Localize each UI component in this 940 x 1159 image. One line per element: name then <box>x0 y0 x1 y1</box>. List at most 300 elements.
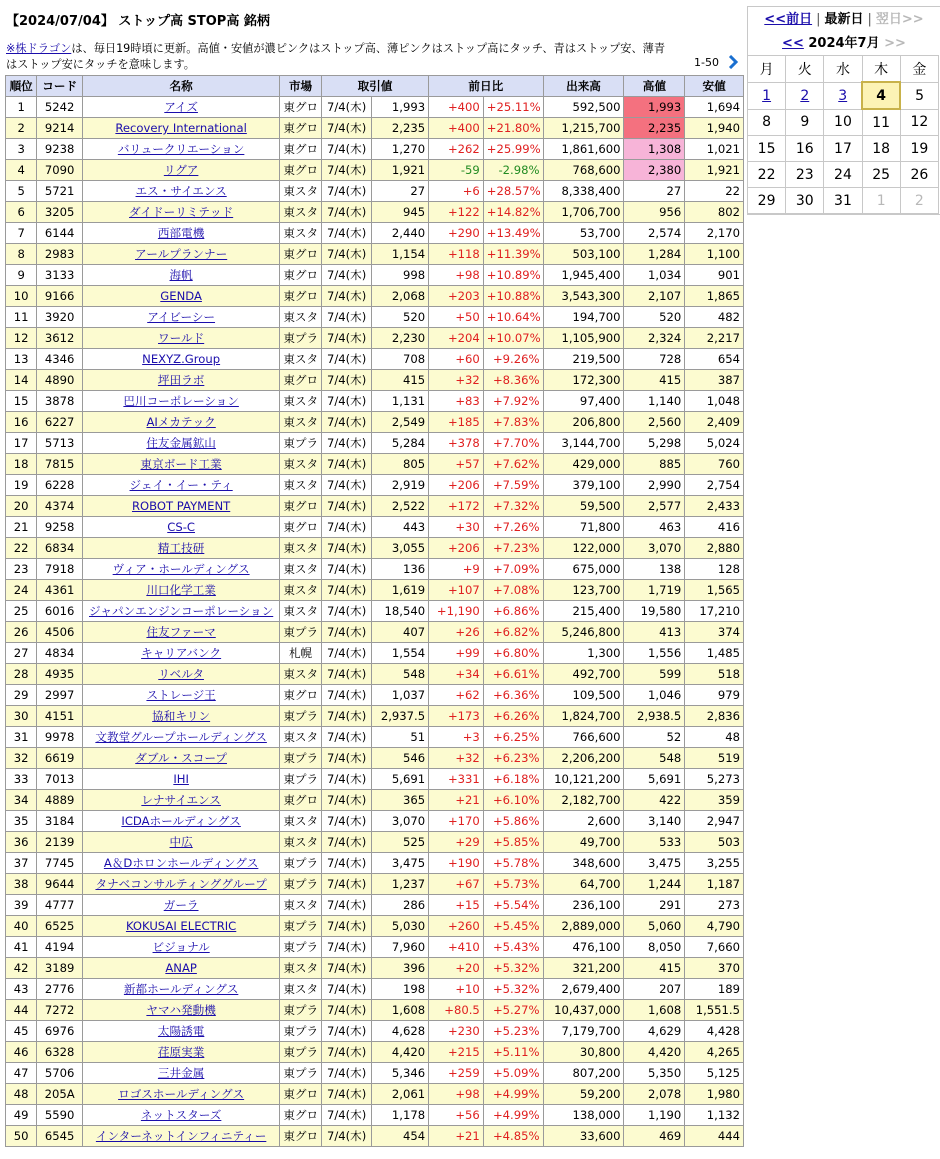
market-cell: 東プラ <box>280 937 322 958</box>
table-row <box>6 139 744 160</box>
change-cell: +9 <box>429 559 484 580</box>
change-cell: +29 <box>429 832 484 853</box>
table-row <box>6 853 744 874</box>
calendar-day-link[interactable]: 3 <box>824 82 862 109</box>
volume-cell: 59,500 <box>543 496 624 517</box>
stock-name-link[interactable]: ビジョナル <box>152 940 210 954</box>
code-cell: 5242 <box>37 97 83 118</box>
pct-cell: +5.78% <box>483 853 543 874</box>
market-cell: 東スタ <box>280 391 322 412</box>
price-cell: 365 <box>372 790 429 811</box>
table-row <box>6 433 744 454</box>
name-cell <box>82 517 279 538</box>
pct-cell: +5.86% <box>483 811 543 832</box>
price-cell: 51 <box>372 727 429 748</box>
table-row <box>6 811 744 832</box>
volume-cell: 109,500 <box>543 685 624 706</box>
stock-name-link[interactable]: 協和キリン <box>152 709 211 723</box>
stock-name-link[interactable]: NEXYZ.Group <box>142 352 221 366</box>
calendar-day: 12 <box>900 109 938 136</box>
price-cell: 286 <box>372 895 429 916</box>
table-row <box>6 118 744 139</box>
pct-cell: +10.07% <box>483 328 543 349</box>
volume-cell: 97,400 <box>543 391 624 412</box>
price-cell: 548 <box>372 664 429 685</box>
price-cell: 3,475 <box>372 853 429 874</box>
pct-cell: +4.85% <box>483 1126 543 1147</box>
stock-name-link[interactable]: エス・サイエンス <box>135 184 227 198</box>
high-cell: 533 <box>624 832 685 853</box>
stock-name-link[interactable]: 住友ファーマ <box>146 625 216 639</box>
rank-cell: 50 <box>6 1126 37 1147</box>
low-cell: 519 <box>685 748 744 769</box>
market-cell: 東スタ <box>280 307 322 328</box>
high-cell: 27 <box>624 181 685 202</box>
date-cell: 7/4(木) <box>321 706 372 727</box>
name-cell <box>82 118 279 139</box>
calendar-day-other-month: 1 <box>862 188 900 214</box>
high-cell: 52 <box>624 727 685 748</box>
code-cell: 7090 <box>37 160 83 181</box>
rank-cell: 23 <box>6 559 37 580</box>
market-cell: 東プラ <box>280 916 322 937</box>
table-row <box>6 622 744 643</box>
rank-cell: 30 <box>6 706 37 727</box>
change-cell: +190 <box>429 853 484 874</box>
pct-cell: +5.73% <box>483 874 543 895</box>
stock-name-link[interactable]: レナサイエンス <box>141 793 221 807</box>
volume-cell: 172,300 <box>543 370 624 391</box>
col-high: 高値 <box>624 76 685 97</box>
pct-cell: +6.26% <box>483 706 543 727</box>
market-cell: 東プラ <box>280 1000 322 1021</box>
rank-cell: 11 <box>6 307 37 328</box>
calendar-day: 22 <box>748 162 786 188</box>
name-cell <box>82 706 279 727</box>
stock-name-link[interactable]: 西部電機 <box>157 226 205 240</box>
high-cell: 5,060 <box>624 916 685 937</box>
stock-name-link[interactable]: 太陽誘電 <box>157 1024 205 1038</box>
rank-cell: 41 <box>6 937 37 958</box>
volume-cell: 123,700 <box>543 580 624 601</box>
change-cell: +262 <box>429 139 484 160</box>
market-cell: 東グロ <box>280 496 322 517</box>
name-cell <box>82 622 279 643</box>
low-cell: 2,754 <box>685 475 744 496</box>
calendar-day: 18 <box>862 136 900 162</box>
price-cell: 1,270 <box>372 139 429 160</box>
low-cell: 22 <box>685 181 744 202</box>
stock-name-link[interactable]: CS-C <box>167 520 195 534</box>
rank-cell: 9 <box>6 265 37 286</box>
high-cell: 599 <box>624 664 685 685</box>
volume-cell: 33,600 <box>543 1126 624 1147</box>
low-cell: 760 <box>685 454 744 475</box>
price-cell: 1,608 <box>372 1000 429 1021</box>
stock-name-link[interactable]: 海帆 <box>169 268 193 282</box>
rank-cell: 21 <box>6 517 37 538</box>
pct-cell: +4.99% <box>483 1105 543 1126</box>
calendar-day: 23 <box>786 162 824 188</box>
price-cell: 4,420 <box>372 1042 429 1063</box>
stock-name-link[interactable]: GENDA <box>160 289 202 303</box>
date-cell: 7/4(木) <box>321 1000 372 1021</box>
market-cell: 東グロ <box>280 118 322 139</box>
calendar-week <box>748 109 939 136</box>
calendar-day-link[interactable]: 1 <box>748 82 786 109</box>
high-cell: 1,140 <box>624 391 685 412</box>
stock-name-link[interactable]: 文教堂グループホールディングス <box>95 730 267 744</box>
calendar-week <box>748 136 939 162</box>
stock-name-link[interactable]: ダイドーリミテッド <box>129 205 234 219</box>
date-cell: 7/4(木) <box>321 811 372 832</box>
table-row <box>6 97 744 118</box>
high-cell: 422 <box>624 790 685 811</box>
stock-name-link[interactable]: 坪田ラボ <box>157 373 205 387</box>
stock-name-link[interactable]: ロゴスホールディングス <box>118 1087 245 1101</box>
high-cell: 2,560 <box>624 412 685 433</box>
stock-name-link[interactable]: アイズ <box>164 100 198 114</box>
stock-name-link[interactable]: インターネットインフィニティー <box>95 1129 267 1143</box>
market-cell: 東スタ <box>280 601 322 622</box>
high-cell: 548 <box>624 748 685 769</box>
stock-name-link[interactable]: バリュークリエーション <box>117 142 245 156</box>
name-cell <box>82 454 279 475</box>
table-row <box>6 223 744 244</box>
stock-name-link[interactable]: 荏原実業 <box>157 1045 205 1059</box>
rank-cell: 39 <box>6 895 37 916</box>
nav-separator: | <box>867 12 872 27</box>
calendar-day: 26 <box>900 162 938 188</box>
volume-cell: 476,100 <box>543 937 624 958</box>
high-cell: 291 <box>624 895 685 916</box>
market-cell: 東プラ <box>280 1042 322 1063</box>
name-cell <box>82 748 279 769</box>
code-cell: 2139 <box>37 832 83 853</box>
stock-name-link[interactable]: ワールド <box>158 331 205 345</box>
price-cell: 443 <box>372 517 429 538</box>
table-row <box>6 937 744 958</box>
high-cell: 520 <box>624 307 685 328</box>
date-cell: 7/4(木) <box>321 832 372 853</box>
stock-name-link[interactable]: 新都ホールディングス <box>123 982 239 996</box>
code-cell: 5706 <box>37 1063 83 1084</box>
volume-cell: 768,600 <box>543 160 624 181</box>
high-cell: 2,380 <box>624 160 685 181</box>
code-cell: 6619 <box>37 748 83 769</box>
next-month-link: >> <box>884 36 906 51</box>
change-cell: +122 <box>429 202 484 223</box>
stock-name-link[interactable]: アイビーシー <box>147 310 216 324</box>
rank-cell: 29 <box>6 685 37 706</box>
calendar-day: 15 <box>748 136 786 162</box>
pct-cell: +10.64% <box>483 307 543 328</box>
prev-day-link[interactable]: <<前日 <box>764 12 813 27</box>
stock-name-link[interactable]: 住友金属鉱山 <box>146 436 216 450</box>
rank-cell: 12 <box>6 328 37 349</box>
next-day-link: 翌日>> <box>875 12 924 27</box>
rank-cell: 49 <box>6 1105 37 1126</box>
market-cell: 東スタ <box>280 475 322 496</box>
stock-name-link[interactable]: ネットスターズ <box>140 1108 222 1122</box>
volume-cell: 1,824,700 <box>543 706 624 727</box>
rank-cell: 38 <box>6 874 37 895</box>
stock-name-link[interactable]: ヤマハ発動機 <box>146 1003 216 1017</box>
change-cell: +30 <box>429 517 484 538</box>
code-cell: 3189 <box>37 958 83 979</box>
rank-cell: 16 <box>6 412 37 433</box>
date-cell: 7/4(木) <box>321 307 372 328</box>
price-cell: 2,440 <box>372 223 429 244</box>
stock-name-link[interactable]: ヴィア・ホールディングス <box>112 562 250 576</box>
high-cell: 2,938.5 <box>624 706 685 727</box>
market-cell: 東スタ <box>280 580 322 601</box>
stock-name-link[interactable]: リグア <box>163 163 199 177</box>
volume-cell: 215,400 <box>543 601 624 622</box>
rank-cell: 45 <box>6 1021 37 1042</box>
pct-cell: +6.25% <box>483 727 543 748</box>
name-cell <box>82 265 279 286</box>
volume-cell: 766,600 <box>543 727 624 748</box>
date-cell: 7/4(木) <box>321 223 372 244</box>
name-cell <box>82 349 279 370</box>
table-row <box>6 517 744 538</box>
date-cell: 7/4(木) <box>321 1063 372 1084</box>
volume-cell: 206,800 <box>543 412 624 433</box>
pct-cell: +4.99% <box>483 1084 543 1105</box>
price-cell: 2,937.5 <box>372 706 429 727</box>
market-cell: 東グロ <box>280 244 322 265</box>
code-cell: 4777 <box>37 895 83 916</box>
price-cell: 5,030 <box>372 916 429 937</box>
stock-name-link[interactable]: 巴川コーポレーション <box>123 394 239 408</box>
change-cell: +378 <box>429 433 484 454</box>
stock-name-link[interactable]: タナベコンサルティンググループ <box>95 877 267 891</box>
code-cell: 6016 <box>37 601 83 622</box>
weekday-tue: 火 <box>786 56 824 83</box>
change-cell: +15 <box>429 895 484 916</box>
date-cell: 7/4(木) <box>321 118 372 139</box>
rank-cell: 27 <box>6 643 37 664</box>
market-cell: 東グロ <box>280 370 322 391</box>
high-cell: 207 <box>624 979 685 1000</box>
rank-cell: 17 <box>6 433 37 454</box>
price-cell: 4,628 <box>372 1021 429 1042</box>
prev-month-link[interactable]: << <box>782 36 804 51</box>
market-cell: 東プラ <box>280 853 322 874</box>
name-cell <box>82 1042 279 1063</box>
nav-separator: | <box>816 12 821 27</box>
col-low: 安値 <box>685 76 744 97</box>
market-cell: 東スタ <box>280 958 322 979</box>
rank-cell: 22 <box>6 538 37 559</box>
price-cell: 1,993 <box>372 97 429 118</box>
calendar-day-link[interactable]: 2 <box>786 82 824 109</box>
low-cell: 1,551.5 <box>685 1000 744 1021</box>
market-cell: 東スタ <box>280 832 322 853</box>
stock-name-link[interactable]: AIメカテック <box>146 415 216 429</box>
stock-name-link[interactable]: ガーラ <box>163 898 199 912</box>
change-cell: +1,190 <box>429 601 484 622</box>
high-cell: 4,629 <box>624 1021 685 1042</box>
date-cell: 7/4(木) <box>321 328 372 349</box>
stock-name-link[interactable]: Recovery International <box>115 121 247 135</box>
date-cell: 7/4(木) <box>321 1021 372 1042</box>
col-rank: 順位 <box>6 76 37 97</box>
change-cell: +56 <box>429 1105 484 1126</box>
high-cell: 1,034 <box>624 265 685 286</box>
price-cell: 3,055 <box>372 538 429 559</box>
rank-cell: 8 <box>6 244 37 265</box>
table-row <box>6 895 744 916</box>
calendar-day: 5 <box>900 82 938 109</box>
date-cell: 7/4(木) <box>321 1126 372 1147</box>
code-cell: 6228 <box>37 475 83 496</box>
stock-name-link[interactable]: アールプランナー <box>135 247 228 261</box>
volume-cell: 2,889,000 <box>543 916 624 937</box>
stock-name-link[interactable]: 川口化学工業 <box>146 583 216 597</box>
name-cell <box>82 685 279 706</box>
date-cell: 7/4(木) <box>321 622 372 643</box>
pct-cell: +10.88% <box>483 286 543 307</box>
price-cell: 1,037 <box>372 685 429 706</box>
table-row <box>6 664 744 685</box>
code-cell: 4151 <box>37 706 83 727</box>
table-row <box>6 307 744 328</box>
pct-cell: +5.54% <box>483 895 543 916</box>
price-cell: 27 <box>372 181 429 202</box>
stock-name-link[interactable]: リベルタ <box>158 667 204 681</box>
price-cell: 396 <box>372 958 429 979</box>
price-cell: 198 <box>372 979 429 1000</box>
code-cell: 9644 <box>37 874 83 895</box>
kabu-dragon-link[interactable]: ※株ドラゴン <box>6 42 72 55</box>
stock-name-link[interactable]: キャリアバンク <box>141 646 222 660</box>
chevron-right-icon[interactable] <box>726 55 740 69</box>
calendar-day: 24 <box>824 162 862 188</box>
name-cell <box>82 664 279 685</box>
rank-cell: 32 <box>6 748 37 769</box>
stock-name-link[interactable]: 精工技研 <box>157 541 205 555</box>
rank-cell: 14 <box>6 370 37 391</box>
change-cell: +6 <box>429 181 484 202</box>
name-cell <box>82 1021 279 1042</box>
low-cell: 7,660 <box>685 937 744 958</box>
stock-name-link[interactable]: KOKUSAI ELECTRIC <box>125 919 237 933</box>
table-row <box>6 1105 744 1126</box>
table-row <box>6 706 744 727</box>
stock-name-link[interactable]: 中広 <box>169 835 193 849</box>
change-cell: +98 <box>429 265 484 286</box>
pct-cell: +7.26% <box>483 517 543 538</box>
code-cell: 4834 <box>37 643 83 664</box>
change-cell: +10 <box>429 979 484 1000</box>
change-cell: +206 <box>429 475 484 496</box>
volume-cell: 194,700 <box>543 307 624 328</box>
stock-name-link[interactable]: ストレージ王 <box>146 688 216 702</box>
change-cell: +206 <box>429 538 484 559</box>
name-cell <box>82 832 279 853</box>
volume-cell: 1,105,900 <box>543 328 624 349</box>
name-cell <box>82 811 279 832</box>
stock-name-link[interactable]: ダブル・スコープ <box>135 751 227 765</box>
date-cell: 7/4(木) <box>321 601 372 622</box>
low-cell: 189 <box>685 979 744 1000</box>
pct-cell: +5.27% <box>483 1000 543 1021</box>
low-cell: 654 <box>685 349 744 370</box>
date-cell: 7/4(木) <box>321 454 372 475</box>
stock-name-link[interactable]: ROBOT PAYMENT <box>131 499 231 513</box>
pct-cell: +6.23% <box>483 748 543 769</box>
low-cell: 2,409 <box>685 412 744 433</box>
name-cell <box>82 937 279 958</box>
name-cell <box>82 1105 279 1126</box>
table-row <box>6 328 744 349</box>
low-cell: 2,217 <box>685 328 744 349</box>
name-cell <box>82 769 279 790</box>
stock-name-link[interactable]: IHI <box>173 772 189 786</box>
volume-cell: 219,500 <box>543 349 624 370</box>
stock-name-link[interactable]: 東京ボード工業 <box>140 457 222 471</box>
change-cell: +107 <box>429 580 484 601</box>
code-cell: 5590 <box>37 1105 83 1126</box>
market-cell: 東スタ <box>280 181 322 202</box>
date-cell: 7/4(木) <box>321 790 372 811</box>
high-cell: 1,608 <box>624 1000 685 1021</box>
change-cell: +67 <box>429 874 484 895</box>
high-cell: 2,107 <box>624 286 685 307</box>
date-cell: 7/4(木) <box>321 664 372 685</box>
calendar-week <box>748 162 939 188</box>
date-cell: 7/4(木) <box>321 139 372 160</box>
stock-name-link[interactable]: 三井金属 <box>157 1066 205 1080</box>
change-cell: +62 <box>429 685 484 706</box>
table-row <box>6 874 744 895</box>
stock-name-link[interactable]: ICDAホールディングス <box>121 814 241 828</box>
change-cell: +32 <box>429 370 484 391</box>
name-cell <box>82 727 279 748</box>
pct-cell: +25.99% <box>483 139 543 160</box>
volume-cell: 10,121,200 <box>543 769 624 790</box>
low-cell: 128 <box>685 559 744 580</box>
date-cell: 7/4(木) <box>321 1105 372 1126</box>
code-cell: 6144 <box>37 223 83 244</box>
high-cell: 2,990 <box>624 475 685 496</box>
pct-cell: +6.36% <box>483 685 543 706</box>
name-cell <box>82 790 279 811</box>
pct-cell: +9.26% <box>483 349 543 370</box>
change-cell: +20 <box>429 958 484 979</box>
code-cell: 7815 <box>37 454 83 475</box>
table-row <box>6 916 744 937</box>
change-cell: +57 <box>429 454 484 475</box>
calendar-day: 31 <box>824 188 862 214</box>
stock-name-link[interactable]: ジェイ・イー・ティ <box>129 478 233 492</box>
stock-name-link[interactable]: ANAP <box>165 961 197 975</box>
change-cell: +259 <box>429 1063 484 1084</box>
volume-cell: 64,700 <box>543 874 624 895</box>
high-cell: 463 <box>624 517 685 538</box>
weekday-mon: 月 <box>748 56 786 83</box>
pct-cell: +21.80% <box>483 118 543 139</box>
stock-name-link[interactable]: A＆Dホロンホールディングス <box>103 856 259 870</box>
price-cell: 945 <box>372 202 429 223</box>
rank-cell: 13 <box>6 349 37 370</box>
low-cell: 1,865 <box>685 286 744 307</box>
table-row <box>6 391 744 412</box>
name-cell <box>82 496 279 517</box>
stock-name-link[interactable]: ジャパンエンジンコーポレーション <box>89 604 274 618</box>
